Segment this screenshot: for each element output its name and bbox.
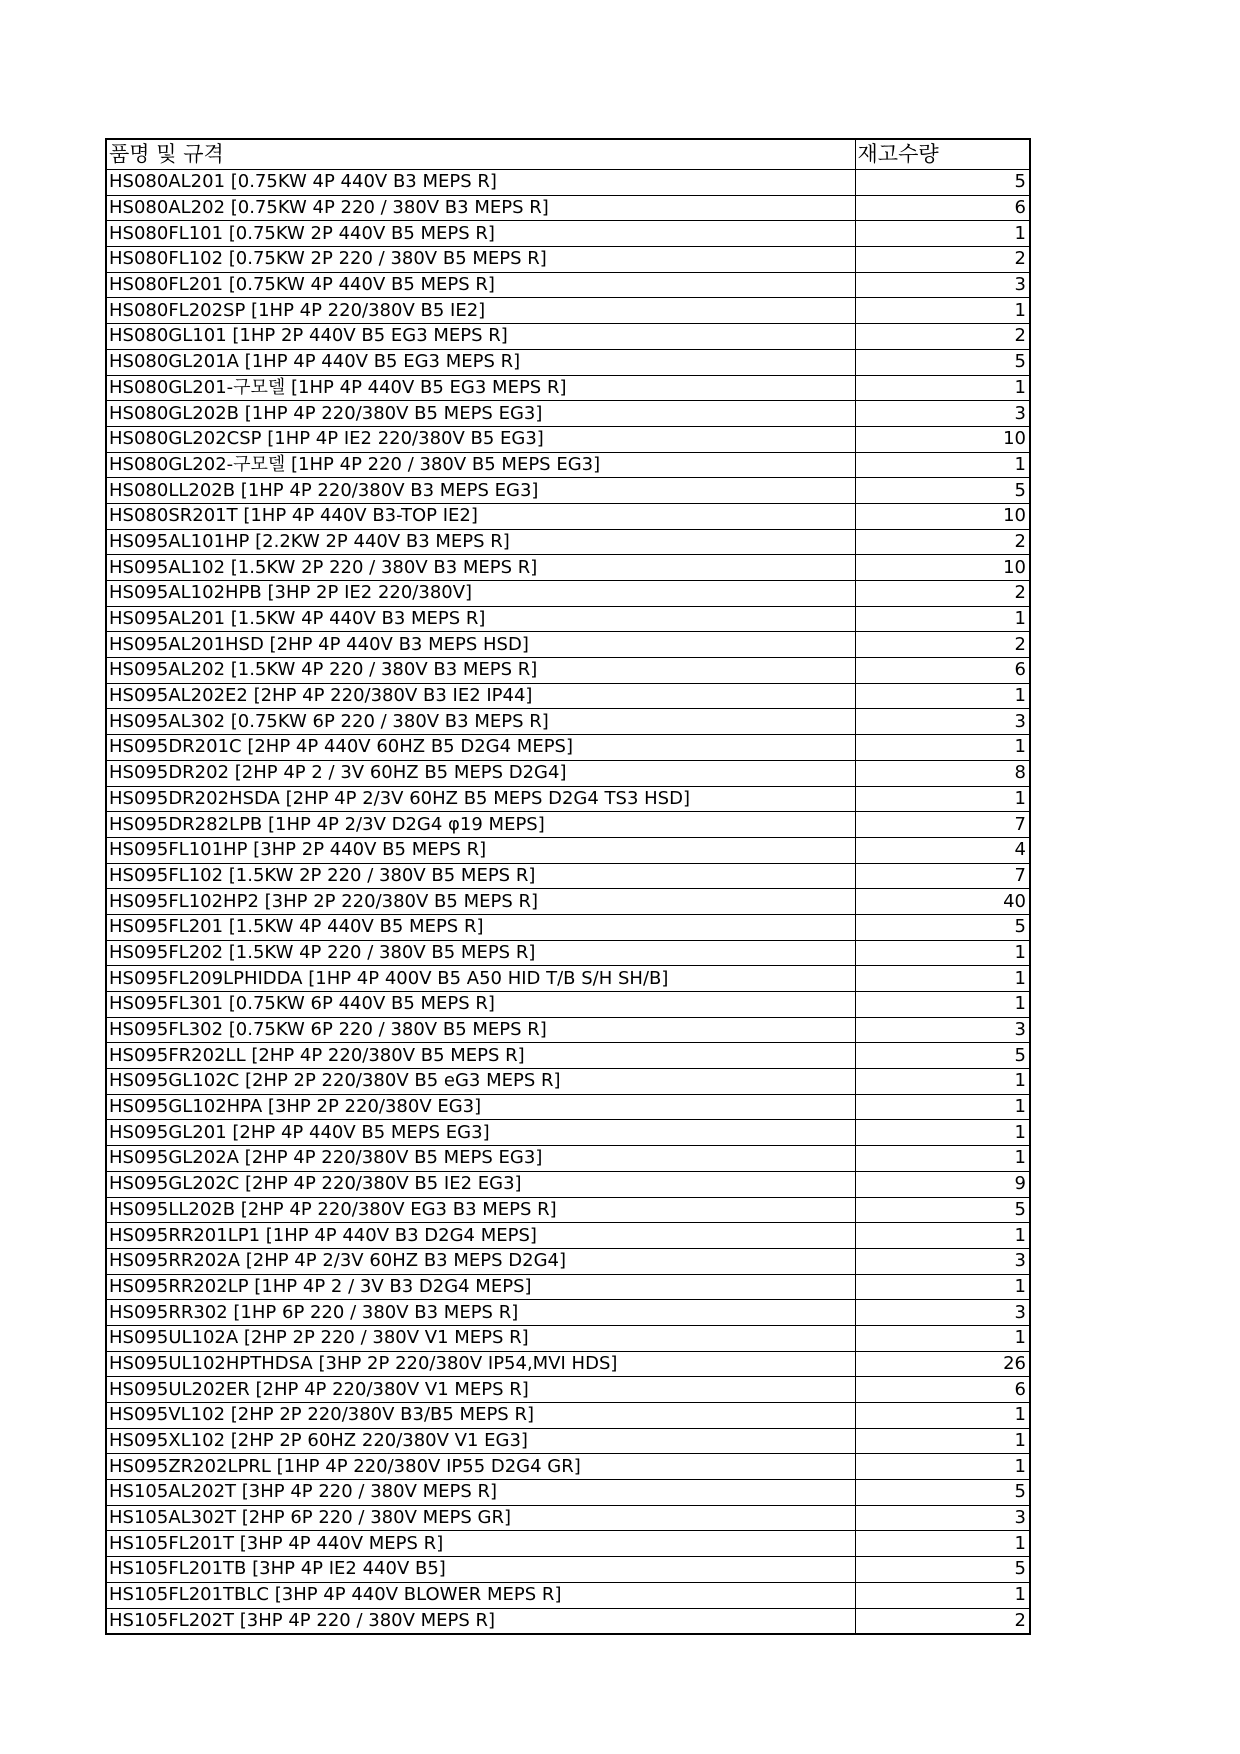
stock-qty-cell: 1 xyxy=(855,1120,1030,1146)
table-row xyxy=(106,529,1030,555)
item-spec-cell: HS095FL102 [1.5KW 2P 220 / 380V B5 MEPS R] xyxy=(106,863,855,889)
table-row xyxy=(106,1428,1030,1454)
table-row xyxy=(106,1069,1030,1095)
stock-qty-cell: 1 xyxy=(855,1325,1030,1351)
item-spec-cell: HS105FL201TB [3HP 4P IE2 440V B5] xyxy=(106,1557,855,1583)
table-row xyxy=(106,914,1030,940)
item-spec-cell: HS095RR202A [2HP 4P 2/3V 60HZ B3 MEPS D2G4] xyxy=(106,1248,855,1274)
item-spec-cell: HS080FL101 [0.75KW 2P 440V B5 MEPS R] xyxy=(106,221,855,247)
item-spec-cell: HS080AL202 [0.75KW 4P 220 / 380V B3 MEPS R] xyxy=(106,195,855,221)
table-row xyxy=(106,1505,1030,1531)
stock-qty-cell: 1 xyxy=(855,786,1030,812)
item-spec-cell: HS095DR202HSDA [2HP 4P 2/3V 60HZ B5 MEPS D2G4 TS3 HSD] xyxy=(106,786,855,812)
column-header-item-spec: 품명 및 규격 xyxy=(106,139,855,170)
table-row xyxy=(106,1017,1030,1043)
item-spec-cell: HS095GL201 [2HP 4P 440V B5 MEPS EG3] xyxy=(106,1120,855,1146)
item-spec-cell: HS105AL202T [3HP 4P 220 / 380V MEPS R] xyxy=(106,1480,855,1506)
stock-qty-cell: 8 xyxy=(855,760,1030,786)
item-spec-cell: HS095RR302 [1HP 6P 220 / 380V B3 MEPS R] xyxy=(106,1300,855,1326)
stock-qty-cell: 7 xyxy=(855,863,1030,889)
stock-qty-cell: 1 xyxy=(855,1428,1030,1454)
table-row xyxy=(106,1351,1030,1377)
table-row xyxy=(106,1557,1030,1583)
stock-qty-cell: 3 xyxy=(855,272,1030,298)
item-spec-cell: HS095UL102A [2HP 2P 220 / 380V V1 MEPS R] xyxy=(106,1325,855,1351)
table-row xyxy=(106,735,1030,761)
stock-qty-cell: 3 xyxy=(855,1300,1030,1326)
stock-qty-cell: 3 xyxy=(855,1248,1030,1274)
stock-qty-cell: 5 xyxy=(855,1557,1030,1583)
item-spec-cell: HS095GL202C [2HP 4P 220/380V B5 IE2 EG3] xyxy=(106,1171,855,1197)
stock-qty-cell: 3 xyxy=(855,1017,1030,1043)
table-row xyxy=(106,170,1030,196)
table-row xyxy=(106,1480,1030,1506)
stock-qty-cell: 1 xyxy=(855,1223,1030,1249)
stock-qty-cell: 1 xyxy=(855,1582,1030,1608)
table-row xyxy=(106,1608,1030,1634)
item-spec-cell: HS080GL202-구모델 [1HP 4P 220 / 380V B5 MEPS EG3] xyxy=(106,452,855,478)
column-header-stock-qty: 재고수량 xyxy=(855,139,1030,170)
stock-qty-cell: 10 xyxy=(855,555,1030,581)
item-spec-cell: HS095FL201 [1.5KW 4P 440V B5 MEPS R] xyxy=(106,914,855,940)
table-row xyxy=(106,426,1030,452)
item-spec-cell: HS080GL202CSP [1HP 4P IE2 220/380V B5 EG3] xyxy=(106,426,855,452)
item-spec-cell: HS095AL102HPB [3HP 2P IE2 220/380V] xyxy=(106,581,855,607)
stock-qty-cell: 1 xyxy=(855,375,1030,401)
table-body xyxy=(106,170,1030,1635)
table-row xyxy=(106,1377,1030,1403)
table-row xyxy=(106,760,1030,786)
table-row xyxy=(106,1300,1030,1326)
item-spec-cell: HS095DR201C [2HP 4P 440V 60HZ B5 D2G4 MEPS] xyxy=(106,735,855,761)
item-spec-cell: HS080GL201A [1HP 4P 440V B5 EG3 MEPS R] xyxy=(106,349,855,375)
stock-qty-cell: 1 xyxy=(855,1454,1030,1480)
table-row xyxy=(106,786,1030,812)
table-row xyxy=(106,324,1030,350)
table-row xyxy=(106,298,1030,324)
stock-qty-cell: 2 xyxy=(855,529,1030,555)
stock-qty-cell: 3 xyxy=(855,401,1030,427)
item-spec-cell: HS095ZR202LPRL [1HP 4P 220/380V IP55 D2G4 GR] xyxy=(106,1454,855,1480)
stock-qty-cell: 6 xyxy=(855,1377,1030,1403)
stock-qty-cell: 10 xyxy=(855,503,1030,529)
table-row xyxy=(106,889,1030,915)
item-spec-cell: HS095AL202E2 [2HP 4P 220/380V B3 IE2 IP44] xyxy=(106,683,855,709)
item-spec-cell: HS105FL201TBLC [3HP 4P 440V BLOWER MEPS R] xyxy=(106,1582,855,1608)
item-spec-cell: HS095AL102 [1.5KW 2P 220 / 380V B3 MEPS R] xyxy=(106,555,855,581)
stock-qty-cell: 1 xyxy=(855,966,1030,992)
table-row xyxy=(106,1146,1030,1172)
inventory-table xyxy=(105,138,1031,1635)
table-row xyxy=(106,992,1030,1018)
item-spec-cell: HS095RR202LP [1HP 4P 2 / 3V B3 D2G4 MEPS] xyxy=(106,1274,855,1300)
stock-qty-cell: 1 xyxy=(855,1069,1030,1095)
stock-qty-cell: 40 xyxy=(855,889,1030,915)
table-header-row xyxy=(106,139,1030,170)
table-row xyxy=(106,1274,1030,1300)
item-spec-cell: HS095FL102HP2 [3HP 2P 220/380V B5 MEPS R] xyxy=(106,889,855,915)
stock-qty-cell: 6 xyxy=(855,658,1030,684)
stock-qty-cell: 2 xyxy=(855,1608,1030,1634)
item-spec-cell: HS080GL202B [1HP 4P 220/380V B5 MEPS EG3] xyxy=(106,401,855,427)
table-row xyxy=(106,966,1030,992)
item-spec-cell: HS095DR282LPB [1HP 4P 2/3V D2G4 φ19 MEPS] xyxy=(106,812,855,838)
item-spec-cell: HS105AL302T [2HP 6P 220 / 380V MEPS GR] xyxy=(106,1505,855,1531)
item-spec-cell: HS080AL201 [0.75KW 4P 440V B3 MEPS R] xyxy=(106,170,855,196)
item-spec-cell: HS080SR201T [1HP 4P 440V B3-TOP IE2] xyxy=(106,503,855,529)
item-spec-cell: HS080FL201 [0.75KW 4P 440V B5 MEPS R] xyxy=(106,272,855,298)
stock-qty-cell: 1 xyxy=(855,940,1030,966)
table-row xyxy=(106,1223,1030,1249)
item-spec-cell: HS095GL202A [2HP 4P 220/380V B5 MEPS EG3] xyxy=(106,1146,855,1172)
item-spec-cell: HS095UL202ER [2HP 4P 220/380V V1 MEPS R] xyxy=(106,1377,855,1403)
item-spec-cell: HS105FL202T [3HP 4P 220 / 380V MEPS R] xyxy=(106,1608,855,1634)
table-row xyxy=(106,247,1030,273)
stock-qty-cell: 1 xyxy=(855,221,1030,247)
stock-qty-cell: 5 xyxy=(855,349,1030,375)
stock-qty-cell: 5 xyxy=(855,1197,1030,1223)
stock-qty-cell: 4 xyxy=(855,837,1030,863)
table-row xyxy=(106,1582,1030,1608)
table-row xyxy=(106,503,1030,529)
item-spec-cell: HS095VL102 [2HP 2P 220/380V B3/B5 MEPS R] xyxy=(106,1403,855,1429)
stock-qty-cell: 6 xyxy=(855,195,1030,221)
table-row xyxy=(106,1197,1030,1223)
table-row xyxy=(106,606,1030,632)
stock-qty-cell: 1 xyxy=(855,298,1030,324)
table-row xyxy=(106,709,1030,735)
table-row xyxy=(106,1120,1030,1146)
item-spec-cell: HS105FL201T [3HP 4P 440V MEPS R] xyxy=(106,1531,855,1557)
item-spec-cell: HS095GL102C [2HP 2P 220/380V B5 eG3 MEPS R] xyxy=(106,1069,855,1095)
stock-qty-cell: 5 xyxy=(855,478,1030,504)
table-row xyxy=(106,940,1030,966)
item-spec-cell: HS095FL101HP [3HP 2P 440V B5 MEPS R] xyxy=(106,837,855,863)
stock-qty-cell: 2 xyxy=(855,247,1030,273)
item-spec-cell: HS095FL202 [1.5KW 4P 220 / 380V B5 MEPS R] xyxy=(106,940,855,966)
item-spec-cell: HS095GL102HPA [3HP 2P 220/380V EG3] xyxy=(106,1094,855,1120)
item-spec-cell: HS095UL102HPTHDSA [3HP 2P 220/380V IP54,MVI HDS] xyxy=(106,1351,855,1377)
table-row xyxy=(106,632,1030,658)
item-spec-cell: HS095AL202 [1.5KW 4P 220 / 380V B3 MEPS R] xyxy=(106,658,855,684)
table-row xyxy=(106,221,1030,247)
table-row xyxy=(106,1043,1030,1069)
item-spec-cell: HS095LL202B [2HP 4P 220/380V EG3 B3 MEPS R] xyxy=(106,1197,855,1223)
stock-qty-cell: 2 xyxy=(855,324,1030,350)
table-row xyxy=(106,349,1030,375)
table-row xyxy=(106,1248,1030,1274)
item-spec-cell: HS080GL201-구모델 [1HP 4P 440V B5 EG3 MEPS R] xyxy=(106,375,855,401)
stock-qty-cell: 7 xyxy=(855,812,1030,838)
table-row xyxy=(106,401,1030,427)
table-row xyxy=(106,1531,1030,1557)
stock-qty-cell: 1 xyxy=(855,1403,1030,1429)
stock-qty-cell: 2 xyxy=(855,581,1030,607)
table-row xyxy=(106,837,1030,863)
stock-qty-cell: 1 xyxy=(855,1274,1030,1300)
table-row xyxy=(106,195,1030,221)
item-spec-cell: HS095FR202LL [2HP 4P 220/380V B5 MEPS R] xyxy=(106,1043,855,1069)
stock-qty-cell: 3 xyxy=(855,709,1030,735)
table-row xyxy=(106,1171,1030,1197)
stock-qty-cell: 1 xyxy=(855,992,1030,1018)
item-spec-cell: HS080FL202SP [1HP 4P 220/380V B5 IE2] xyxy=(106,298,855,324)
table-row xyxy=(106,478,1030,504)
stock-qty-cell: 1 xyxy=(855,1094,1030,1120)
item-spec-cell: HS095FL301 [0.75KW 6P 440V B5 MEPS R] xyxy=(106,992,855,1018)
stock-qty-cell: 2 xyxy=(855,632,1030,658)
table-row xyxy=(106,1325,1030,1351)
stock-qty-cell: 5 xyxy=(855,1480,1030,1506)
stock-qty-cell: 5 xyxy=(855,914,1030,940)
item-spec-cell: HS095AL201HSD [2HP 4P 440V B3 MEPS HSD] xyxy=(106,632,855,658)
table-row xyxy=(106,683,1030,709)
item-spec-cell: HS080FL102 [0.75KW 2P 220 / 380V B5 MEPS R] xyxy=(106,247,855,273)
table-row xyxy=(106,1403,1030,1429)
stock-qty-cell: 10 xyxy=(855,426,1030,452)
table-row xyxy=(106,812,1030,838)
stock-qty-cell: 9 xyxy=(855,1171,1030,1197)
item-spec-cell: HS080LL202B [1HP 4P 220/380V B3 MEPS EG3] xyxy=(106,478,855,504)
item-spec-cell: HS095AL101HP [2.2KW 2P 440V B3 MEPS R] xyxy=(106,529,855,555)
item-spec-cell: HS095AL201 [1.5KW 4P 440V B3 MEPS R] xyxy=(106,606,855,632)
stock-qty-cell: 5 xyxy=(855,170,1030,196)
table-row xyxy=(106,1094,1030,1120)
stock-qty-cell: 1 xyxy=(855,683,1030,709)
table-row xyxy=(106,452,1030,478)
item-spec-cell: HS095FL209LPHIDDA [1HP 4P 400V B5 A50 HID T/B S/H SH/B] xyxy=(106,966,855,992)
item-spec-cell: HS080GL101 [1HP 2P 440V B5 EG3 MEPS R] xyxy=(106,324,855,350)
table-row xyxy=(106,581,1030,607)
item-spec-cell: HS095AL302 [0.75KW 6P 220 / 380V B3 MEPS R] xyxy=(106,709,855,735)
table-row xyxy=(106,1454,1030,1480)
item-spec-cell: HS095DR202 [2HP 4P 2 / 3V 60HZ B5 MEPS D2G4] xyxy=(106,760,855,786)
stock-qty-cell: 1 xyxy=(855,452,1030,478)
stock-qty-cell: 26 xyxy=(855,1351,1030,1377)
item-spec-cell: HS095FL302 [0.75KW 6P 220 / 380V B5 MEPS R] xyxy=(106,1017,855,1043)
stock-qty-cell: 1 xyxy=(855,606,1030,632)
stock-qty-cell: 1 xyxy=(855,1146,1030,1172)
stock-qty-cell: 3 xyxy=(855,1505,1030,1531)
item-spec-cell: HS095RR201LP1 [1HP 4P 440V B3 D2G4 MEPS] xyxy=(106,1223,855,1249)
table-row xyxy=(106,272,1030,298)
table-row xyxy=(106,658,1030,684)
item-spec-cell: HS095XL102 [2HP 2P 60HZ 220/380V V1 EG3] xyxy=(106,1428,855,1454)
table-row xyxy=(106,375,1030,401)
stock-qty-cell: 1 xyxy=(855,735,1030,761)
table-row xyxy=(106,863,1030,889)
stock-qty-cell: 5 xyxy=(855,1043,1030,1069)
table-row xyxy=(106,555,1030,581)
stock-qty-cell: 1 xyxy=(855,1531,1030,1557)
